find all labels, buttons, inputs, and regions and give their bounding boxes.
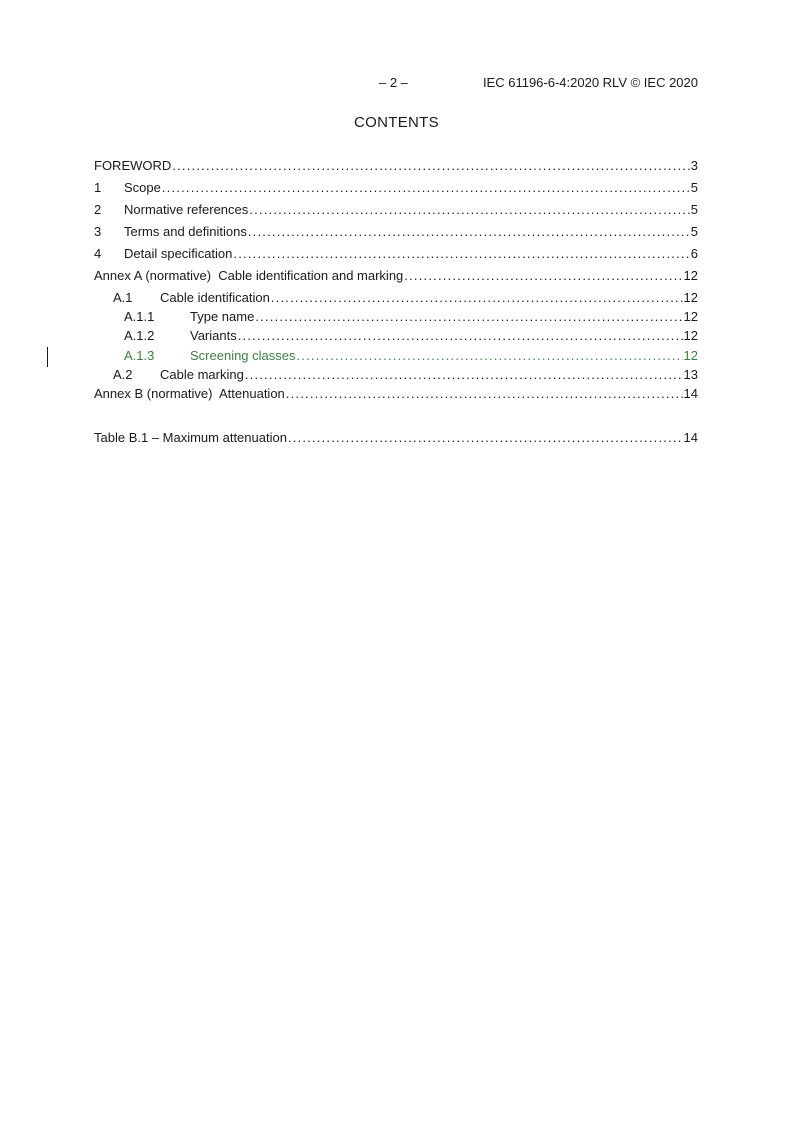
toc-entry-page: 5 — [690, 224, 698, 239]
toc-entry-page: 5 — [690, 202, 698, 217]
toc-entry-label: Normative references — [124, 202, 249, 217]
toc-leader-dots — [255, 308, 682, 326]
toc-entry-foreword[interactable] — [94, 157, 698, 175]
toc-entry-label: Detail specification — [124, 246, 233, 261]
toc-entry-table-b1[interactable] — [94, 429, 698, 447]
toc-entry-label: Screening classes — [190, 348, 296, 363]
toc-leader-dots — [271, 289, 683, 307]
toc-entry-detail-specification[interactable] — [94, 245, 698, 263]
toc-entry-normative-references[interactable] — [94, 201, 698, 219]
toc-entry-label: Type name — [190, 309, 255, 324]
toc-entry-a13-screening-classes[interactable] — [124, 347, 698, 365]
toc-leader-dots — [162, 179, 690, 197]
toc-leader-dots — [404, 267, 682, 285]
text-cursor — [47, 347, 48, 367]
toc-entry-label: Annex B (normative) Attenuation — [94, 386, 285, 401]
toc-entry-number: 3 — [94, 224, 102, 239]
toc-entry-number: A.1.1 — [124, 309, 155, 324]
toc-entry-page: 12 — [683, 309, 698, 324]
toc-entry-number: A.2 — [113, 367, 133, 382]
toc-entry-number: A.1 — [113, 290, 133, 305]
toc-entry-number: 1 — [94, 180, 102, 195]
toc-leader-dots — [248, 223, 690, 241]
toc-entry-scope[interactable] — [94, 179, 698, 197]
toc-entry-page: 5 — [690, 180, 698, 195]
toc-entry-page: 3 — [690, 158, 698, 173]
toc-entry-annex-b[interactable] — [94, 385, 698, 403]
toc-entry-number: 4 — [94, 246, 102, 261]
toc-entry-label: Table B.1 – Maximum attenuation — [94, 430, 287, 445]
toc-entry-terms-and-definitions[interactable] — [94, 223, 698, 241]
toc-leader-dots — [288, 429, 683, 447]
toc-leader-dots — [172, 157, 689, 175]
toc-entry-page: 14 — [683, 386, 698, 401]
toc-leader-dots — [245, 366, 683, 384]
toc-entry-label: FOREWORD — [94, 158, 172, 173]
toc-entry-a11-type-name[interactable] — [124, 308, 698, 326]
toc-entry-annex-a[interactable] — [94, 267, 698, 285]
toc-entry-page: 13 — [683, 367, 698, 382]
toc-entry-label: Variants — [190, 328, 237, 343]
toc-leader-dots — [249, 201, 689, 219]
toc-leader-dots — [286, 385, 683, 403]
document-identifier: IEC 61196-6-4:2020 RLV © IEC 2020 — [482, 75, 698, 90]
page-number: – 2 – — [379, 75, 408, 90]
toc-leader-dots — [233, 245, 689, 263]
toc-entry-a1-cable-identification[interactable] — [113, 289, 698, 307]
toc-entry-page: 12 — [683, 328, 698, 343]
toc-leader-dots — [238, 327, 683, 345]
toc-entry-a12-variants[interactable] — [124, 327, 698, 345]
contents-heading: CONTENTS — [354, 114, 439, 131]
toc-entry-page: 6 — [690, 246, 698, 261]
toc-entry-page: 12 — [683, 290, 698, 305]
toc-entry-number: A.1.3 — [124, 348, 155, 363]
toc-entry-page: 12 — [683, 268, 698, 283]
toc-entry-page: 14 — [683, 430, 698, 445]
toc-entry-page: 12 — [683, 348, 698, 363]
toc-entry-number: 2 — [94, 202, 102, 217]
toc-leader-dots — [297, 347, 683, 365]
toc-entry-label: Annex A (normative) Cable identification and marking — [94, 268, 404, 283]
toc-entry-label: Cable identification — [160, 290, 270, 305]
toc-entry-label: Cable marking — [160, 367, 244, 382]
toc-entry-number: A.1.2 — [124, 328, 155, 343]
toc-entry-label: Scope — [124, 180, 161, 195]
toc-entry-label: Terms and definitions — [124, 224, 247, 239]
toc-entry-a2-cable-marking[interactable] — [113, 366, 698, 384]
